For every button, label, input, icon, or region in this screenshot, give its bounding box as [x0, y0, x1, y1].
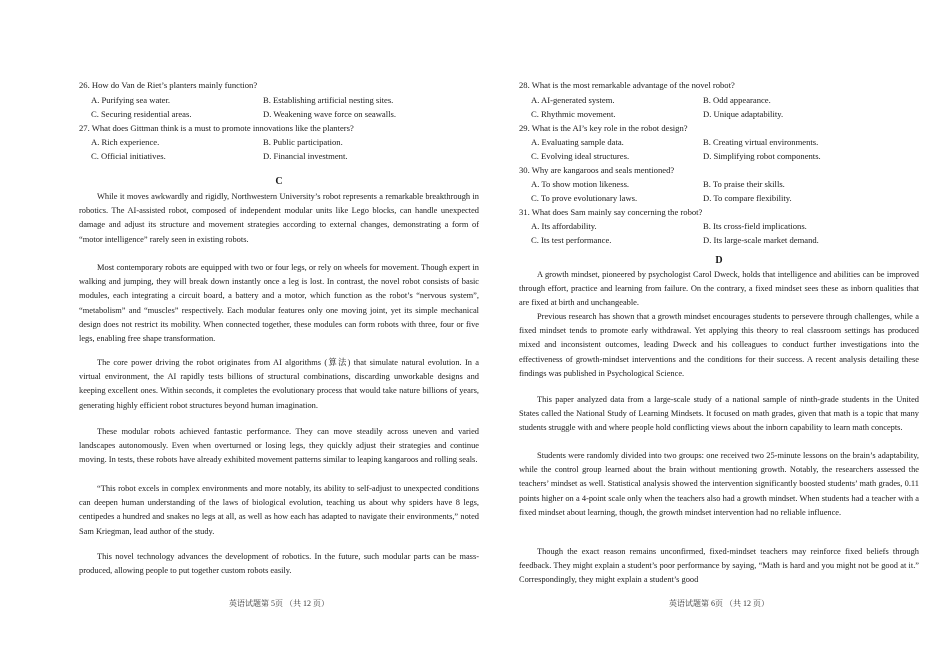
option-27d: D. Financial investment. — [263, 151, 348, 161]
option-31d: D. Its large-scale market demand. — [703, 235, 819, 245]
option-30c: C. To prove evolutionary laws. — [531, 193, 638, 203]
option-29b: B. Creating virtual environments. — [703, 137, 819, 147]
option-30d: D. To compare flexibility. — [703, 193, 792, 203]
option-31b: B. Its cross-field implications. — [703, 221, 807, 231]
option-29d: D. Simplifying robot components. — [703, 151, 821, 161]
passage-d-paragraph-3: This paper analyzed data from a large-scale study of a national sample of ninth-grade students in the United States called the National Study of Learning Mindsets. It focused on math grades, given that math is a topic that many students struggle with and where people hold conflicting views about the inborn capability to learn math concepts. — [519, 395, 919, 433]
option-29a: A. Evaluating sample data. — [531, 137, 624, 147]
question-30: 30. Why are kangaroos and seals mentioned? — [519, 165, 675, 175]
option-26a: A. Purifying sea water. — [91, 95, 170, 105]
question-31: 31. What does Sam mainly say concerning the robot? — [519, 207, 703, 217]
option-26b: B. Establishing artificial nesting sites. — [263, 95, 394, 105]
passage-c-paragraph-6: This novel technology advances the development of robotics. In the future, such modular parts can be mass-produced, allowing people to put together custom robots easily. — [79, 552, 479, 576]
option-26d: D. Weakening wave force on seawalls. — [263, 109, 397, 119]
section-d-label: D — [715, 255, 723, 266]
option-29c: C. Evolving ideal structures. — [531, 151, 630, 161]
passage-c-paragraph-5: “This robot excels in complex environments and more notably, its ability to self-adjust to unexpected conditions can deepen human understanding of the laws of biological evolution, teaching us about why spiders have 8 legs, centipedes a hundred and snakes no legs at all, as well as how each has adapted to navigate their environments,” noted Sam Kriegman, lead author of the study. — [79, 484, 479, 536]
passage-c-paragraph-2: Most contemporary robots are equipped with two or four legs, or rely on wheels for movement. Though expert in walking and jumping, they will break down instantly once a leg is lost. In contrast, the novel robot consists of basic modules, each integrating a circuit board, a battery and a motor, which function as the robot’s “nervous system”, “metabolism” and “muscles” respectively. Each modular features only one moving joint, yet its simple mechanical design does not restrict its mobility. When connected together, these modules can form robots with three, four or five legs, enabling free shape transformation. — [79, 263, 479, 344]
option-28b: B. Odd appearance. — [703, 95, 771, 105]
option-26c: C. Securing residential areas. — [91, 109, 192, 119]
page-footer-5: 英语试题第 5页 （共 12 页） — [229, 599, 329, 608]
option-28d: D. Unique adaptability. — [703, 109, 784, 119]
option-30b: B. To praise their skills. — [703, 179, 785, 189]
passage-c-paragraph-1: While it moves awkwardly and rigidly, Northwestern University’s robot represents a remarkable breakthrough in robotics. The AI-assisted robot, composed of independent modular units like Lego blocks, can handle unexpected damage and adjust its structure and movement strategies according to external changes, demonstrating a form of “motor intelligence” rarely seen in existing robots. — [79, 192, 479, 244]
page-footer-6: 英语试题第 6页 （共 12 页） — [669, 599, 769, 608]
option-31c: C. Its test performance. — [531, 235, 612, 245]
option-28a: A. AI-generated system. — [531, 95, 615, 105]
section-c-label: C — [275, 176, 283, 187]
option-30a: A. To show motion likeness. — [531, 179, 630, 189]
option-31a: A. Its affordability. — [531, 221, 597, 231]
option-28c: C. Rhythmic movement. — [531, 109, 616, 119]
option-27a: A. Rich experience. — [91, 137, 160, 147]
option-27b: B. Public participation. — [263, 137, 343, 147]
passage-d-paragraph-2: Previous research has shown that a growth mindset encourages students to persevere through challenges, while a fixed mindset tends to promote early withdrawal. Yet applying this theory to real classroom settings has produced mixed and inconsistent outcomes, leading Dweck and his colleagues to conduct further investigations into the effectiveness of growth-mindset interventions and the conditions for their success. A recent analysis detailing these findings was published in Psychological Science. — [519, 312, 919, 378]
question-26: 26. How do Van de Riet’s planters mainly function? — [79, 80, 258, 90]
passage-c-paragraph-4: These modular robots achieved fantastic performance. They can move steadily across uneven and varied landscapes autonomously. Even when overturned or losing legs, they quickly adjust their strategies and continue moving. In tests, these robots have already exhibited movement patterns similar to leaping kangaroos and rolling seals. — [79, 427, 479, 465]
passage-d-paragraph-4: Students were randomly divided into two groups: one received two 25-minute lessons on the brain’s adaptability, while the control group learned about the brain without mentioning growth. Notably, the researchers assessed the teachers’ mindset as well. Statistical analysis showed the intervention significantly boosted students’ math grades, 0.11 points higher on a 4-point scale only when the teachers also had a growth mindset. When students had a teacher with a fixed mindset about learning, though, the growth mindset intervention had no reliable influence. — [519, 451, 919, 517]
passage-d-paragraph-1: A growth mindset, pioneered by psychologist Carol Dweck, holds that intelligence and abilities can be improved through effort, practice and learning from failure. On the contrary, a fixed mindset sees these as inborn qualities that are fixed at birth and unchangeable. — [519, 270, 919, 308]
passage-d-paragraph-5: Though the exact reason remains unconfirmed, fixed-mindset teachers may reinforce fixed beliefs through feedback. They might explain a student’s poor performance by saying, “Math is hard and you might not be good at it.” Correspondingly, they might explain a student’s good — [519, 547, 919, 585]
option-27c: C. Official initiatives. — [91, 151, 166, 161]
question-29: 29. What is the AI’s key role in the robot design? — [519, 123, 688, 133]
question-27: 27. What does Gittman think is a must to promote innovations like the planters? — [79, 123, 354, 133]
passage-c-paragraph-3: The core power driving the robot originates from AI algorithms (算法) that simulate natural evolution. In a virtual environment, the AI rapidly tests billions of structural combinations, discarding unworkable designs and keeping excellent ones. Within seconds, it completes the evolutionary process that would take nature billions of years, generating highly efficient robot structures beyond human imagination. — [79, 358, 479, 410]
question-28: 28. What is the most remarkable advantage of the novel robot? — [519, 80, 735, 90]
